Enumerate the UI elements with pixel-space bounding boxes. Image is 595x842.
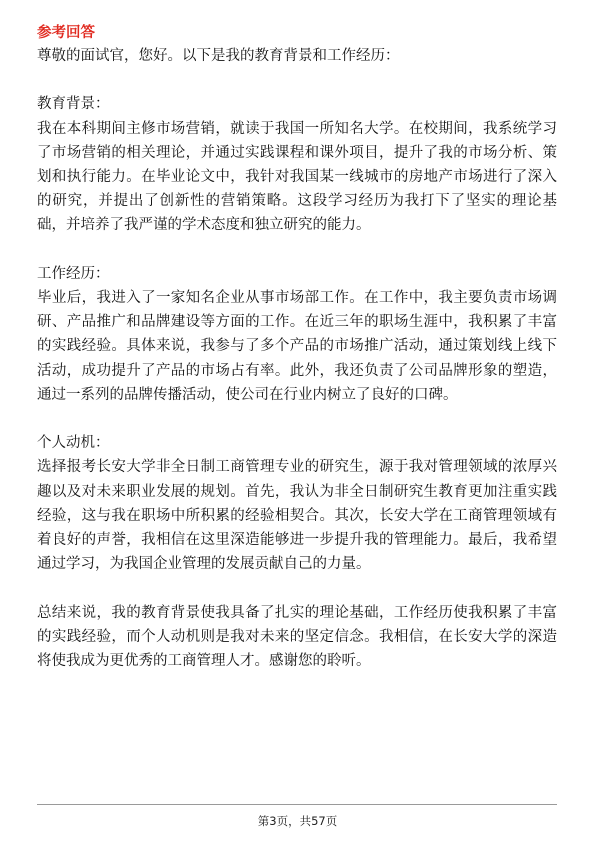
intro-paragraph: 尊敬的面试官，您好。以下是我的教育背景和工作经历： <box>37 48 400 64</box>
page-number: 第3页，共57页 <box>257 814 338 828</box>
summary-paragraph: 总结来说，我的教育背景使我具备了扎实的理论基础，工作经历使我积累了丰富的实践经验，而个人动机则是我对未来的坚定信念。我相信，在长安大学的深造将使我成为更优秀的工商管理人才。感谢您的聆听。 <box>37 604 557 670</box>
education-paragraph: 我在本科期间主修市场营销，就读于我国一所知名大学。在校期间，我系统学习了市场营销的相关理论，并通过实践课程和课外项目，提升了我的市场分析、策划和执行能力。在毕业论文中，我针对我国某一线城市的房地产市场进行了深入的研究，并提出了创新性的营销策略。这段学习经历为我打下了坚实的理论基础，并培养了我严谨的学术态度和独立研究的能力。 <box>37 120 557 234</box>
motivation-paragraph: 选择报考长安大学非全日制工商管理专业的研究生，源于我对管理领域的浓厚兴趣以及对未来职业发展的规划。首先，我认为非全日制研究生教育更加注重实践经验，这与我在职场中所积累的经验相契合。其次，长安大学在工商管理领域有着良好的声誉，我相信在这里深造能够进一步提升我的管理能力。最后，我希望通过学习，为我国企业管理的发展贡献自己的力量。 <box>37 459 557 573</box>
answer-heading: 参考回答 <box>37 25 95 41</box>
paragraph-gap <box>37 407 557 431</box>
document-page <box>37 22 557 673</box>
work-title: 工作经历： <box>37 265 110 282</box>
education-title: 教育背景： <box>37 96 110 113</box>
motivation-title: 个人动机： <box>37 435 110 452</box>
paragraph-gap <box>37 576 557 600</box>
footer-divider <box>37 804 557 805</box>
paragraph-gap <box>37 68 557 92</box>
work-paragraph: 毕业后，我进入了一家知名企业从事市场部工作。在工作中，我主要负责市场调研、产品推广和品牌建设等方面的工作。在近三年的职场生涯中，我积累了丰富的实践经验。具体来说，我参与了多个产品的市场推广活动，通过策划线上线下活动，成功提升了产品的市场占有率。此外，我还负责了公司品牌形象的塑造，通过一系列的品牌传播活动，使公司在行业内树立了良好的口碑。 <box>37 290 557 403</box>
paragraph-gap <box>37 238 557 262</box>
